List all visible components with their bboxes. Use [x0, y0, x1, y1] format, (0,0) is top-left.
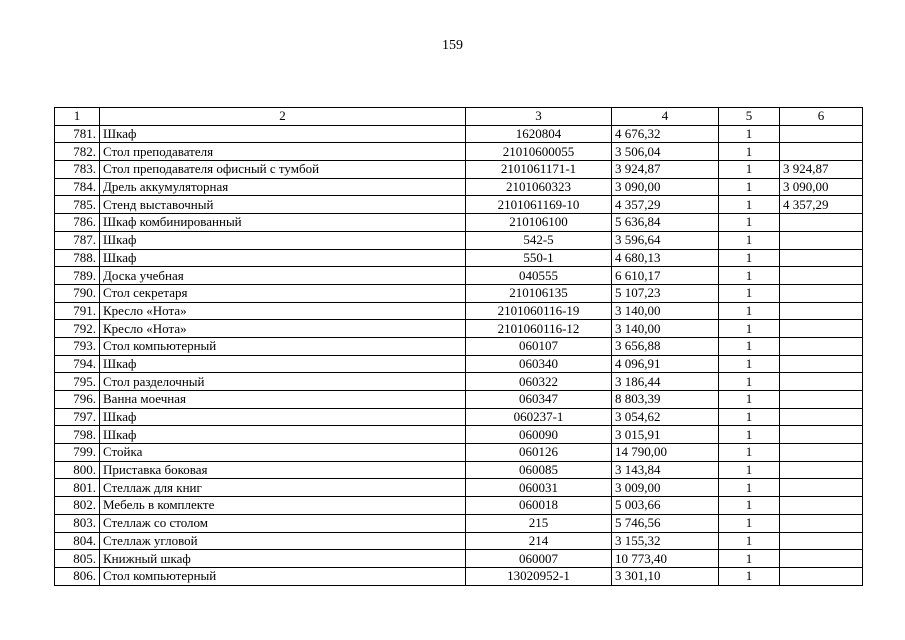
item-extra-value	[780, 444, 863, 462]
inventory-code: 2101060116-12	[466, 320, 612, 338]
item-extra-value	[780, 408, 863, 426]
row-number: 794.	[55, 355, 100, 373]
item-cost: 6 610,17	[612, 267, 719, 285]
table-body	[55, 125, 863, 585]
row-number: 806.	[55, 567, 100, 585]
row-number: 781.	[55, 125, 100, 143]
inventory-code: 210106135	[466, 284, 612, 302]
row-number: 795.	[55, 373, 100, 391]
row-number: 803.	[55, 514, 100, 532]
item-name: Приставка боковая	[100, 461, 466, 479]
item-quantity: 1	[719, 426, 780, 444]
row-number: 792.	[55, 320, 100, 338]
inventory-code: 060126	[466, 444, 612, 462]
column-header-extra: 6	[780, 108, 863, 126]
item-quantity: 1	[719, 337, 780, 355]
item-extra-value: 3 090,00	[780, 178, 863, 196]
table-row	[55, 426, 863, 444]
row-number: 785.	[55, 196, 100, 214]
item-extra-value	[780, 125, 863, 143]
table-row	[55, 408, 863, 426]
inventory-code: 060031	[466, 479, 612, 497]
inventory-code: 060090	[466, 426, 612, 444]
item-cost: 5 636,84	[612, 214, 719, 232]
item-extra-value: 4 357,29	[780, 196, 863, 214]
row-number: 793.	[55, 337, 100, 355]
item-name: Кресло «Нота»	[100, 302, 466, 320]
inventory-code: 2101060323	[466, 178, 612, 196]
item-cost: 10 773,40	[612, 550, 719, 568]
inventory-code: 2101060116-19	[466, 302, 612, 320]
table-row	[55, 337, 863, 355]
item-quantity: 1	[719, 355, 780, 373]
table-row	[55, 532, 863, 550]
item-extra-value	[780, 284, 863, 302]
item-quantity: 1	[719, 143, 780, 161]
inventory-code: 060007	[466, 550, 612, 568]
item-quantity: 1	[719, 497, 780, 515]
row-number: 788.	[55, 249, 100, 267]
column-header-cost: 4	[612, 108, 719, 126]
item-name: Стеллаж угловой	[100, 532, 466, 550]
item-cost: 3 140,00	[612, 302, 719, 320]
item-quantity: 1	[719, 320, 780, 338]
row-number: 798.	[55, 426, 100, 444]
item-extra-value	[780, 532, 863, 550]
item-extra-value	[780, 302, 863, 320]
item-name: Книжный шкаф	[100, 550, 466, 568]
column-header-number: 1	[55, 108, 100, 126]
row-number: 796.	[55, 391, 100, 409]
table-row	[55, 125, 863, 143]
item-quantity: 1	[719, 444, 780, 462]
item-name: Ванна моечная	[100, 391, 466, 409]
item-name: Стол компьютерный	[100, 337, 466, 355]
item-quantity: 1	[719, 302, 780, 320]
row-number: 791.	[55, 302, 100, 320]
table-row	[55, 267, 863, 285]
item-quantity: 1	[719, 214, 780, 232]
item-extra-value	[780, 373, 863, 391]
item-name: Стеллаж для книг	[100, 479, 466, 497]
item-quantity: 1	[719, 461, 780, 479]
item-cost: 5 746,56	[612, 514, 719, 532]
item-quantity: 1	[719, 479, 780, 497]
item-quantity: 1	[719, 408, 780, 426]
item-cost: 14 790,00	[612, 444, 719, 462]
row-number: 800.	[55, 461, 100, 479]
row-number: 797.	[55, 408, 100, 426]
item-cost: 3 143,84	[612, 461, 719, 479]
item-name: Мебель в комплекте	[100, 497, 466, 515]
item-extra-value	[780, 143, 863, 161]
table-row	[55, 284, 863, 302]
column-header-quantity: 5	[719, 108, 780, 126]
inventory-code: 550-1	[466, 249, 612, 267]
item-name: Стенд выставочный	[100, 196, 466, 214]
table-row	[55, 231, 863, 249]
inventory-code: 060340	[466, 355, 612, 373]
item-cost: 4 357,29	[612, 196, 719, 214]
row-number: 787.	[55, 231, 100, 249]
item-cost: 4 676,32	[612, 125, 719, 143]
row-number: 801.	[55, 479, 100, 497]
item-cost: 3 090,00	[612, 178, 719, 196]
item-name: Шкаф	[100, 249, 466, 267]
table-row	[55, 214, 863, 232]
table-row	[55, 479, 863, 497]
item-name: Стол компьютерный	[100, 567, 466, 585]
item-cost: 4 680,13	[612, 249, 719, 267]
item-extra-value	[780, 514, 863, 532]
inventory-code: 2101061169-10	[466, 196, 612, 214]
inventory-code: 214	[466, 532, 612, 550]
inventory-code: 040555	[466, 267, 612, 285]
table-row	[55, 178, 863, 196]
item-extra-value: 3 924,87	[780, 161, 863, 179]
item-cost: 3 656,88	[612, 337, 719, 355]
item-name: Стол преподавателя офисный с тумбой	[100, 161, 466, 179]
item-name: Шкаф	[100, 231, 466, 249]
item-name: Шкаф	[100, 355, 466, 373]
row-number: 805.	[55, 550, 100, 568]
item-quantity: 1	[719, 532, 780, 550]
item-cost: 3 301,10	[612, 567, 719, 585]
item-cost: 4 096,91	[612, 355, 719, 373]
item-cost: 3 009,00	[612, 479, 719, 497]
inventory-code: 060347	[466, 391, 612, 409]
item-extra-value	[780, 461, 863, 479]
item-cost: 3 015,91	[612, 426, 719, 444]
item-quantity: 1	[719, 391, 780, 409]
table-row	[55, 249, 863, 267]
item-extra-value	[780, 479, 863, 497]
table-row	[55, 355, 863, 373]
table-row	[55, 143, 863, 161]
item-cost: 3 924,87	[612, 161, 719, 179]
row-number: 790.	[55, 284, 100, 302]
table-row	[55, 461, 863, 479]
inventory-code: 060237-1	[466, 408, 612, 426]
row-number: 783.	[55, 161, 100, 179]
item-name: Стеллаж со столом	[100, 514, 466, 532]
item-cost: 5 107,23	[612, 284, 719, 302]
item-cost: 3 155,32	[612, 532, 719, 550]
item-name: Шкаф	[100, 125, 466, 143]
header-row	[55, 108, 863, 126]
item-name: Стойка	[100, 444, 466, 462]
page-number: 159	[442, 38, 463, 53]
item-quantity: 1	[719, 284, 780, 302]
item-extra-value	[780, 337, 863, 355]
item-name: Стол преподавателя	[100, 143, 466, 161]
table-row	[55, 391, 863, 409]
item-extra-value	[780, 550, 863, 568]
table-row	[55, 196, 863, 214]
item-extra-value	[780, 320, 863, 338]
item-name: Шкаф	[100, 408, 466, 426]
table-row	[55, 161, 863, 179]
inventory-code: 542-5	[466, 231, 612, 249]
item-extra-value	[780, 426, 863, 444]
item-extra-value	[780, 231, 863, 249]
item-cost: 3 186,44	[612, 373, 719, 391]
item-extra-value	[780, 249, 863, 267]
item-quantity: 1	[719, 550, 780, 568]
item-quantity: 1	[719, 161, 780, 179]
inventory-code: 060107	[466, 337, 612, 355]
item-cost: 3 506,04	[612, 143, 719, 161]
row-number: 799.	[55, 444, 100, 462]
table-row	[55, 373, 863, 391]
item-name: Доска учебная	[100, 267, 466, 285]
item-cost: 3 054,62	[612, 408, 719, 426]
row-number: 782.	[55, 143, 100, 161]
inventory-code: 210106100	[466, 214, 612, 232]
item-extra-value	[780, 391, 863, 409]
row-number: 789.	[55, 267, 100, 285]
inventory-code: 060322	[466, 373, 612, 391]
item-quantity: 1	[719, 196, 780, 214]
inventory-table	[54, 107, 863, 586]
row-number: 784.	[55, 178, 100, 196]
item-name: Шкаф	[100, 426, 466, 444]
inventory-code: 2101061171-1	[466, 161, 612, 179]
row-number: 804.	[55, 532, 100, 550]
item-name: Кресло «Нота»	[100, 320, 466, 338]
item-quantity: 1	[719, 373, 780, 391]
item-extra-value	[780, 355, 863, 373]
item-extra-value	[780, 267, 863, 285]
inventory-code: 215	[466, 514, 612, 532]
item-extra-value	[780, 214, 863, 232]
item-extra-value	[780, 567, 863, 585]
inventory-code: 1620804	[466, 125, 612, 143]
inventory-code: 060085	[466, 461, 612, 479]
item-quantity: 1	[719, 267, 780, 285]
item-cost: 5 003,66	[612, 497, 719, 515]
item-quantity: 1	[719, 249, 780, 267]
item-quantity: 1	[719, 178, 780, 196]
item-quantity: 1	[719, 567, 780, 585]
item-cost: 8 803,39	[612, 391, 719, 409]
item-cost: 3 140,00	[612, 320, 719, 338]
item-name: Стол разделочный	[100, 373, 466, 391]
item-quantity: 1	[719, 125, 780, 143]
table-row	[55, 320, 863, 338]
column-header-name: 2	[100, 108, 466, 126]
table-row	[55, 550, 863, 568]
row-number: 802.	[55, 497, 100, 515]
item-name: Шкаф комбинированный	[100, 214, 466, 232]
table-row	[55, 514, 863, 532]
item-name: Стол секретаря	[100, 284, 466, 302]
item-quantity: 1	[719, 514, 780, 532]
column-header-code: 3	[466, 108, 612, 126]
table-row	[55, 302, 863, 320]
item-cost: 3 596,64	[612, 231, 719, 249]
table-row	[55, 567, 863, 585]
item-extra-value	[780, 497, 863, 515]
item-name: Дрель аккумуляторная	[100, 178, 466, 196]
inventory-code: 060018	[466, 497, 612, 515]
table-row	[55, 444, 863, 462]
inventory-code: 21010600055	[466, 143, 612, 161]
row-number: 786.	[55, 214, 100, 232]
item-quantity: 1	[719, 231, 780, 249]
inventory-code: 13020952-1	[466, 567, 612, 585]
table-row	[55, 497, 863, 515]
